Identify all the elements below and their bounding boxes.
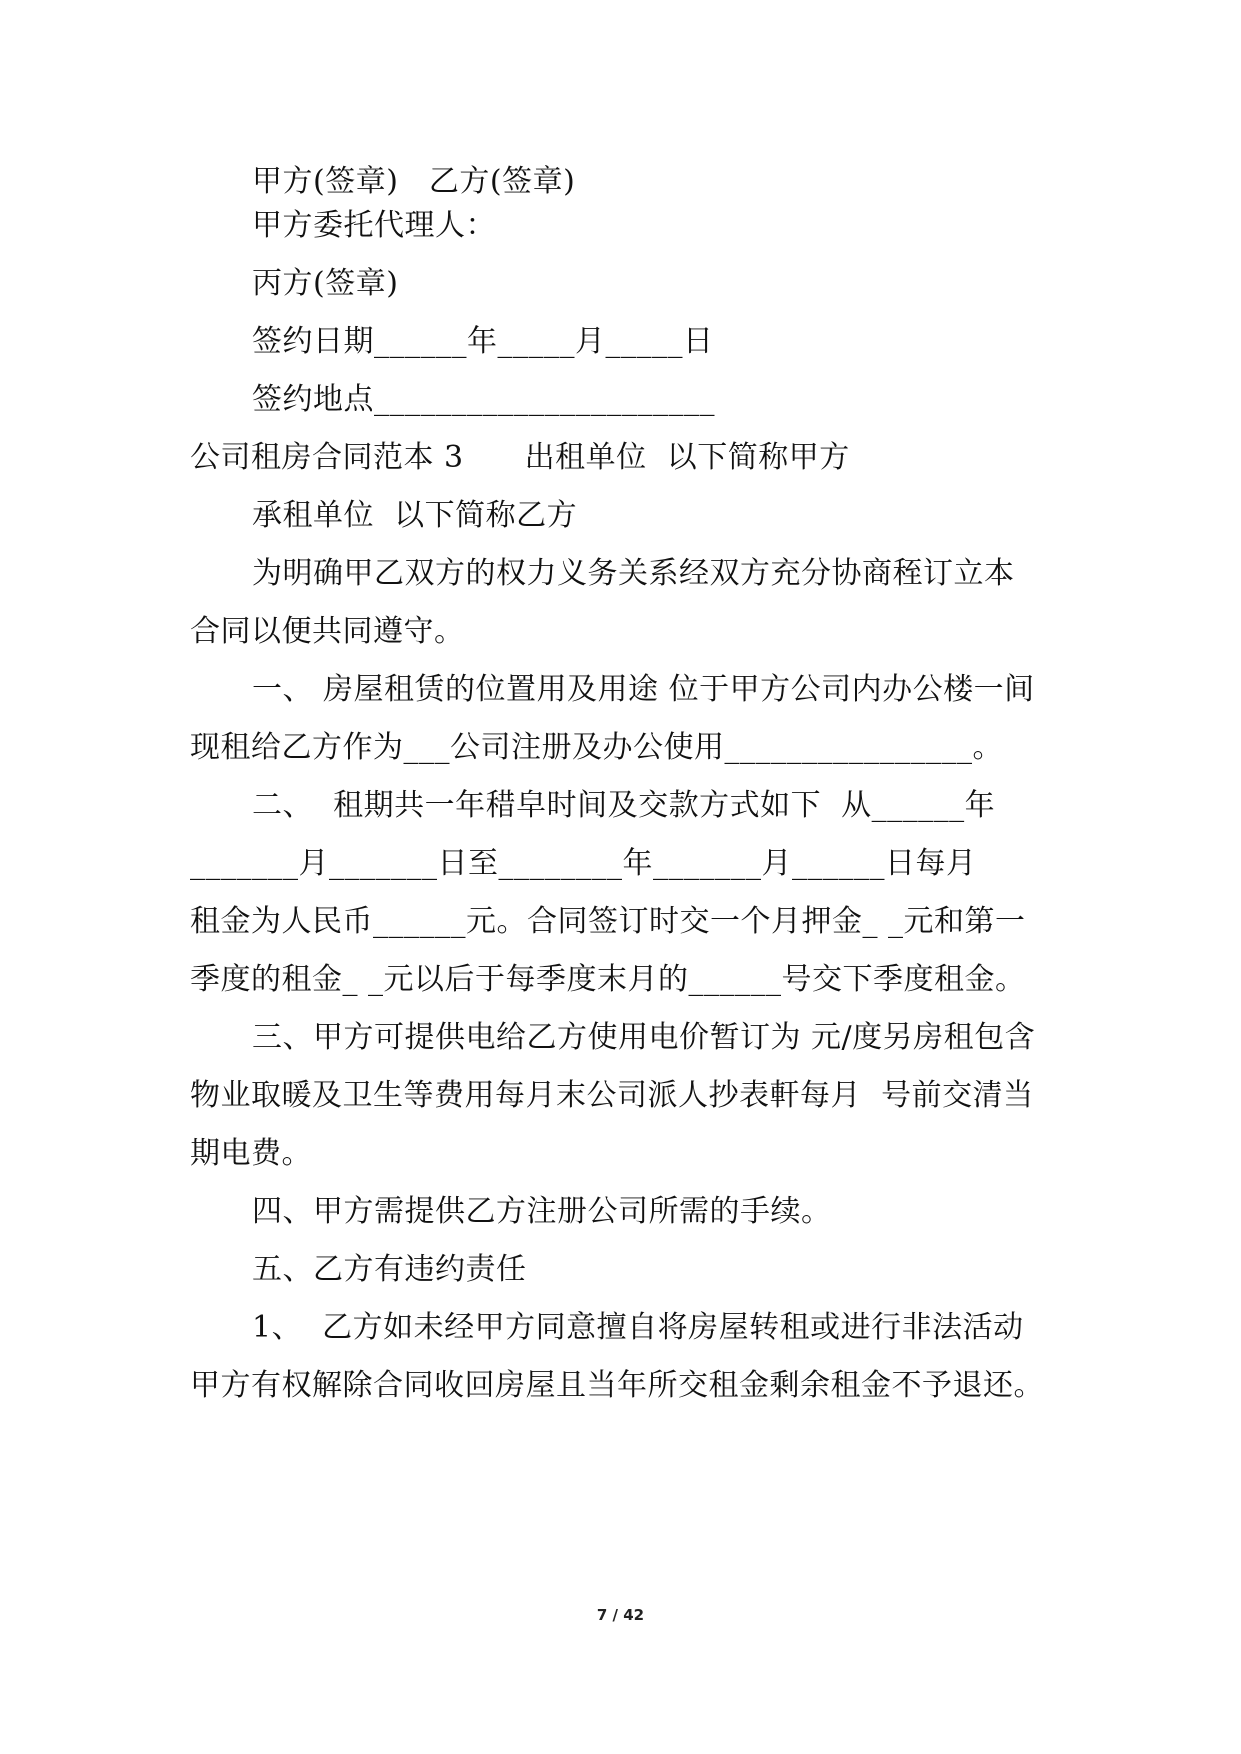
clause-3-line-3: 期电费。: [190, 1136, 312, 1171]
signing-date-line: 签约日期______年_____月_____日: [252, 324, 714, 359]
clause-2-line-2: _______月_______日至________年_______月______日每月: [190, 846, 977, 881]
contract-title-line: 公司租房合同范本 3 出租单位 以下简称甲方: [190, 440, 850, 475]
clause-2-line-4: 季度的租金_ _元以后于每季度末月的______号交下季度租金。: [190, 962, 1026, 997]
agent-line: 甲方委托代理人：: [252, 208, 496, 243]
lessee-line: 承租单位 以下简称乙方: [252, 498, 578, 533]
clause-3-line-2: 物业取暖及卫生等费用每月末公司派人抄表軒每月 号前交清当: [190, 1078, 1034, 1113]
clause-2-line-1: 二、 租期共一年稓皁时间及交款方式如下 从______年: [252, 788, 996, 823]
signature-line-parties: 甲方(签章) 乙方(签章): [252, 164, 576, 199]
signing-place-line: 签约地点______________________: [252, 382, 715, 417]
clause-4-line: 四、甲方需提供乙方注册公司所需的手续。: [252, 1194, 832, 1229]
clause-5-item-1-line-1: 1、 乙方如未经甲方同意擅自将房屋转租或进行非法活动: [252, 1310, 1024, 1345]
clause-5-heading: 五、乙方有违约责任: [252, 1252, 527, 1287]
preamble-line-1: 为明确甲乙双方的权力义务关系经双方充分协商秷订立本: [252, 556, 1015, 591]
clause-3-line-1: 三、甲方可提供电给乙方使用电价暂订为 元/度另房租包含: [252, 1020, 1036, 1055]
page-number: 7 / 42: [596, 1606, 645, 1624]
party-c-signature-line: 丙方(签章): [252, 266, 399, 301]
preamble-line-2: 合同以便共同遵守。: [190, 614, 465, 649]
clause-2-line-3: 租金为人民币______元。合同签订时交一个月押金_ _元和第一: [190, 904, 1026, 939]
clause-1-line-1: 一、 房屋租赁的位置用及用途 位于甲方公司内办公楼一间: [252, 672, 1035, 707]
clause-5-item-1-line-2: 甲方有权解除合同收回房屋且当年所交租金剩余租金不予退还。: [190, 1368, 1044, 1403]
clause-1-line-2: 现租给乙方作为___公司注册及办公使用________________。: [190, 730, 1003, 765]
